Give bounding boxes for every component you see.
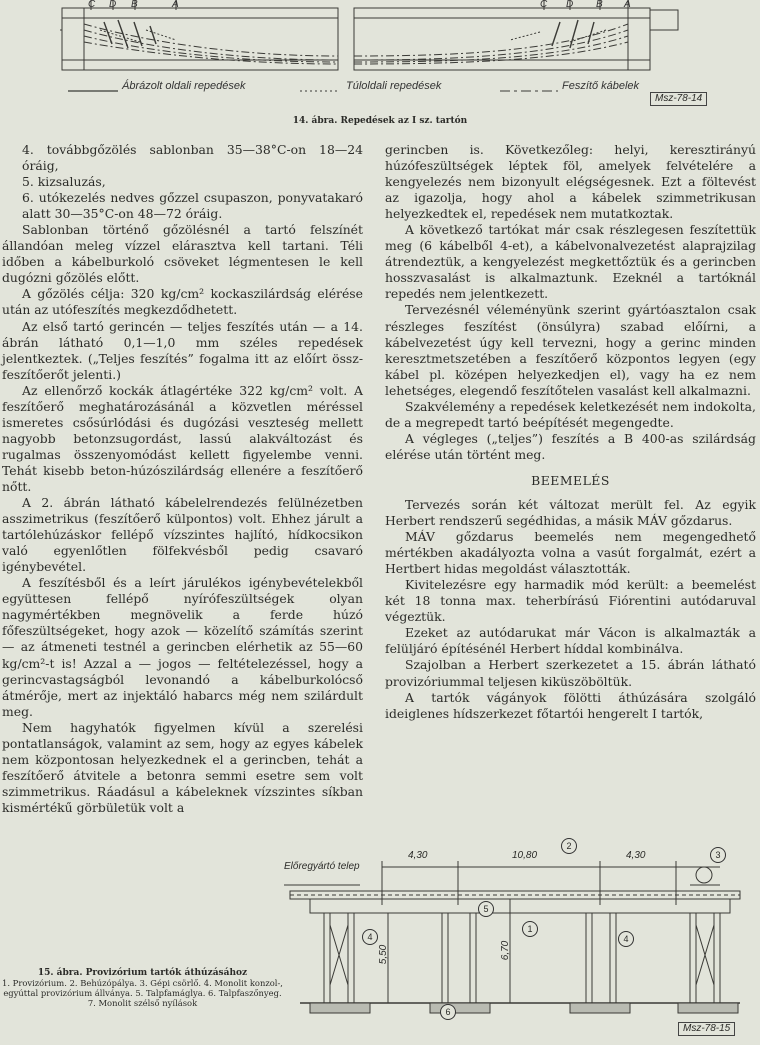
- section-d-right: D: [566, 0, 574, 10]
- paragraph: MÁV gőzdarus beemelés nem megengedhető mértékben akadályozta volna a vasút forgalmát, ezért a Hertbert hidas megoldást választották.: [385, 529, 756, 577]
- dim-middle: 10,80: [512, 850, 538, 861]
- paragraph: A feszítésből és a leírt járulékos igénybevételekből együttesen fellépő nyírófeszültségek olyan nagymértékben megnövelik a ferde húzó főfeszültségeket, hogy azok — közelítő számítás szerint — az átmeneti testnél a gerincben elérhetik az 55—60 kg/cm²-t is! Azzal a — jogos — feltételezéssel, hogy a gerincvastagságból levonandó a kábelburkolócső átmérője, mert az injektáló habarcs még nem szilárdult meg.: [2, 575, 363, 719]
- paragraph: Szakvélemény a repedések keletkezését nem indokolta, de a megrepedt tartó beépítését megengedte.: [385, 398, 756, 430]
- paragraph: A következő tartókat már csak részlegesen feszítettük meg (6 kábelből 4-et), a kábelvonalvezetést alaprajzilag átrendeztük, a kengyelezést megkettőztük és a gerincben hosszvasalást is alkalmaztunk. Ezeknél a tartóknál repedés nem jelentkezett.: [385, 222, 756, 302]
- section-a-right: A: [624, 0, 631, 10]
- figure-14-caption: 14. ábra. Repedések az I sz. tartón: [292, 116, 468, 126]
- figure-14-code: Msz-78-14: [650, 92, 707, 106]
- figure-15-caption-body: 1. Provizórium. 2. Behúzópálya. 3. Gépi csörlő. 4. Monolit konzol-, egyúttal provizórium állványa. 5. Talpfamáglya. 6. Talpfaszőnyeg. 7. Monolit szélső nyílások: [2, 978, 283, 1008]
- yard-label: Előregyártó telep: [284, 861, 360, 872]
- paragraph: 5. kizsaluzás,: [22, 174, 106, 190]
- figure-15: [270, 841, 760, 1041]
- marker-3: 3: [710, 847, 726, 863]
- paragraph: Ezeket az autódarukat már Vácon is alkalmazták a felüljáró építésénél Herbert híddal kombinálva.: [385, 625, 756, 657]
- marker-1: 1: [522, 921, 538, 937]
- section-a-left: A: [172, 0, 179, 10]
- section-c-left: C: [88, 0, 96, 10]
- dim-right: 4,30: [626, 850, 646, 861]
- figure-15-caption-title: 15. ábra. Provizórium tartók áthúzásához: [37, 968, 248, 978]
- section-b-right: B: [596, 0, 603, 10]
- paragraph: Nem hagyhatók figyelmen kívül a szerelési pontatlanságok, valamint az sem, hogy az egyes kábelek nem központosan helyezkednek el a gerincben, tehát a feszítőerő átvitele a betonra semmi esetre sem volt szimmetrikus. Ráadásul a kábeleknek vízszintes síkban kismértékű görbületük volt a: [2, 719, 363, 815]
- paragraph: 6. utókezelés nedves gőzzel csupaszon, ponyvatakaró alatt 30—35°C-on 48—72 óráig.: [22, 190, 363, 222]
- paragraph: Az első tartó gerincén — teljes feszítés után — a 14. ábrán látható 0,1—1,0 mm széles repedések jelentkeztek. („Teljes feszítés” fogalma itt az előírt össz-feszítőerőt jelenti.): [2, 318, 363, 382]
- paragraph: A 2. ábrán látható kábelelrendezés felülnézetben asszimetrikus (feszítőerő külpontos) volt. Ehhez járult a tartólehúzáskor fellépő vízszintes hajlító, hídkocsikon való egyenlőtlen fölfekvésből pedig csavaró igénybevétel.: [2, 495, 363, 575]
- figure-14-drawing: [0, 0, 760, 115]
- section-c-right: C: [540, 0, 548, 10]
- legend-far-side-cracks: Túloldali repedések: [346, 80, 442, 92]
- figure-14: [0, 0, 760, 115]
- right-text-column: [385, 142, 756, 722]
- marker-4-left: 4: [362, 929, 378, 945]
- figure-15-drawing: [270, 845, 760, 1041]
- dim-height-2: 6,70: [500, 940, 512, 961]
- paragraph: Tervezésnél véleményünk szerint gyártóasztalon csak részleges feszítést (önsúlyra) szabad előírni, a kábelvezetést úgy kell tervezni, hogy a gerinc minden keresztmetszetében a feszítőerő központos legyen (egy kábel pl. középen helyezkedjen el), vagy ha ez nem lehetséges, elegendő feszítőtelen vasalást kell alkalmazni.: [385, 302, 756, 398]
- paragraph: Kivitelezésre egy harmadik mód került: a beemelést két 18 tonna max. teherbírású Fiórentini autódaruval végeztük.: [385, 577, 756, 625]
- section-d-left: D: [109, 0, 117, 10]
- marker-5: 5: [478, 901, 494, 917]
- marker-2: 2: [561, 838, 577, 854]
- section-b-left: B: [131, 0, 138, 10]
- paragraph: A gőzölés célja: 320 kg/cm² kockaszilárdság elérése után az utófeszítés megkezdődhetett.: [2, 286, 363, 318]
- figure-15-code: Msz-78-15: [678, 1022, 735, 1036]
- paragraph: Tervezés során két változat merült fel. Az egyik Herbert rendszerű segédhidas, a másik MÁV gőzdarus.: [385, 496, 756, 529]
- paragraph: A tartók vágányok fölötti áthúzására szolgáló ideiglenes hídszerkezet főtartói hengerelt I tartók,: [385, 689, 756, 721]
- marker-4-right: 4: [618, 931, 634, 947]
- section-heading: BEEMELÉS: [531, 472, 610, 488]
- figure-15-caption: [0, 968, 285, 1008]
- legend-tension-cables: Feszítő kábelek: [562, 80, 640, 92]
- dim-left: 4,30: [408, 850, 428, 861]
- paragraph: 4. továbbgőzölés sablonban 35—38°C-on 18—24 óráig,: [22, 142, 363, 174]
- dim-height-1: 5,50: [378, 944, 390, 965]
- paragraph: Az ellenőrző kockák átlagértéke 322 kg/cm² volt. A feszítőerő meghatározásánál a közvetlen méréssel ismeretes csősúrlódási és dugózási veszteség mellett nagyobb betonzsugordást, lassú alakváltozást és rugalmas összenyomódást kellett figyelembe venni. Tehát kisebb beton-húzószilárdság ellenére a feszítőerő nőtt.: [2, 382, 363, 494]
- paragraph: A végleges („teljes”) feszítés a B 400-as szilárdság elérése után történt meg.: [385, 430, 756, 462]
- left-text-column: [2, 142, 363, 816]
- paragraph: Sablonban történő gőzölésnél a tartó felszínét állandóan meleg vízzel elárasztva kell tartani. Téli időben a kábelburkoló csöveket légmentesen le kell dugózni gőzölés előtt.: [2, 222, 363, 286]
- paragraph: Szajolban a Herbert szerkezetet a 15. ábrán látható provizóriummal teljesen kiküszöböltük.: [385, 657, 756, 689]
- legend-drawn-side-cracks: Ábrázolt oldali repedések: [122, 80, 246, 92]
- marker-6: 6: [440, 1004, 456, 1020]
- paragraph: gerincben is. Következőleg: helyi, keresztirányú húzófeszültségek léptek föl, amelyek felvételére a kengyelezés nem bizonyult elégségesnek. Ezt a föltevést az igazolja, hogy ahol a kábelek szimmetrikusan helyezkedtek el, repedések nem mutatkoztak.: [385, 142, 756, 222]
